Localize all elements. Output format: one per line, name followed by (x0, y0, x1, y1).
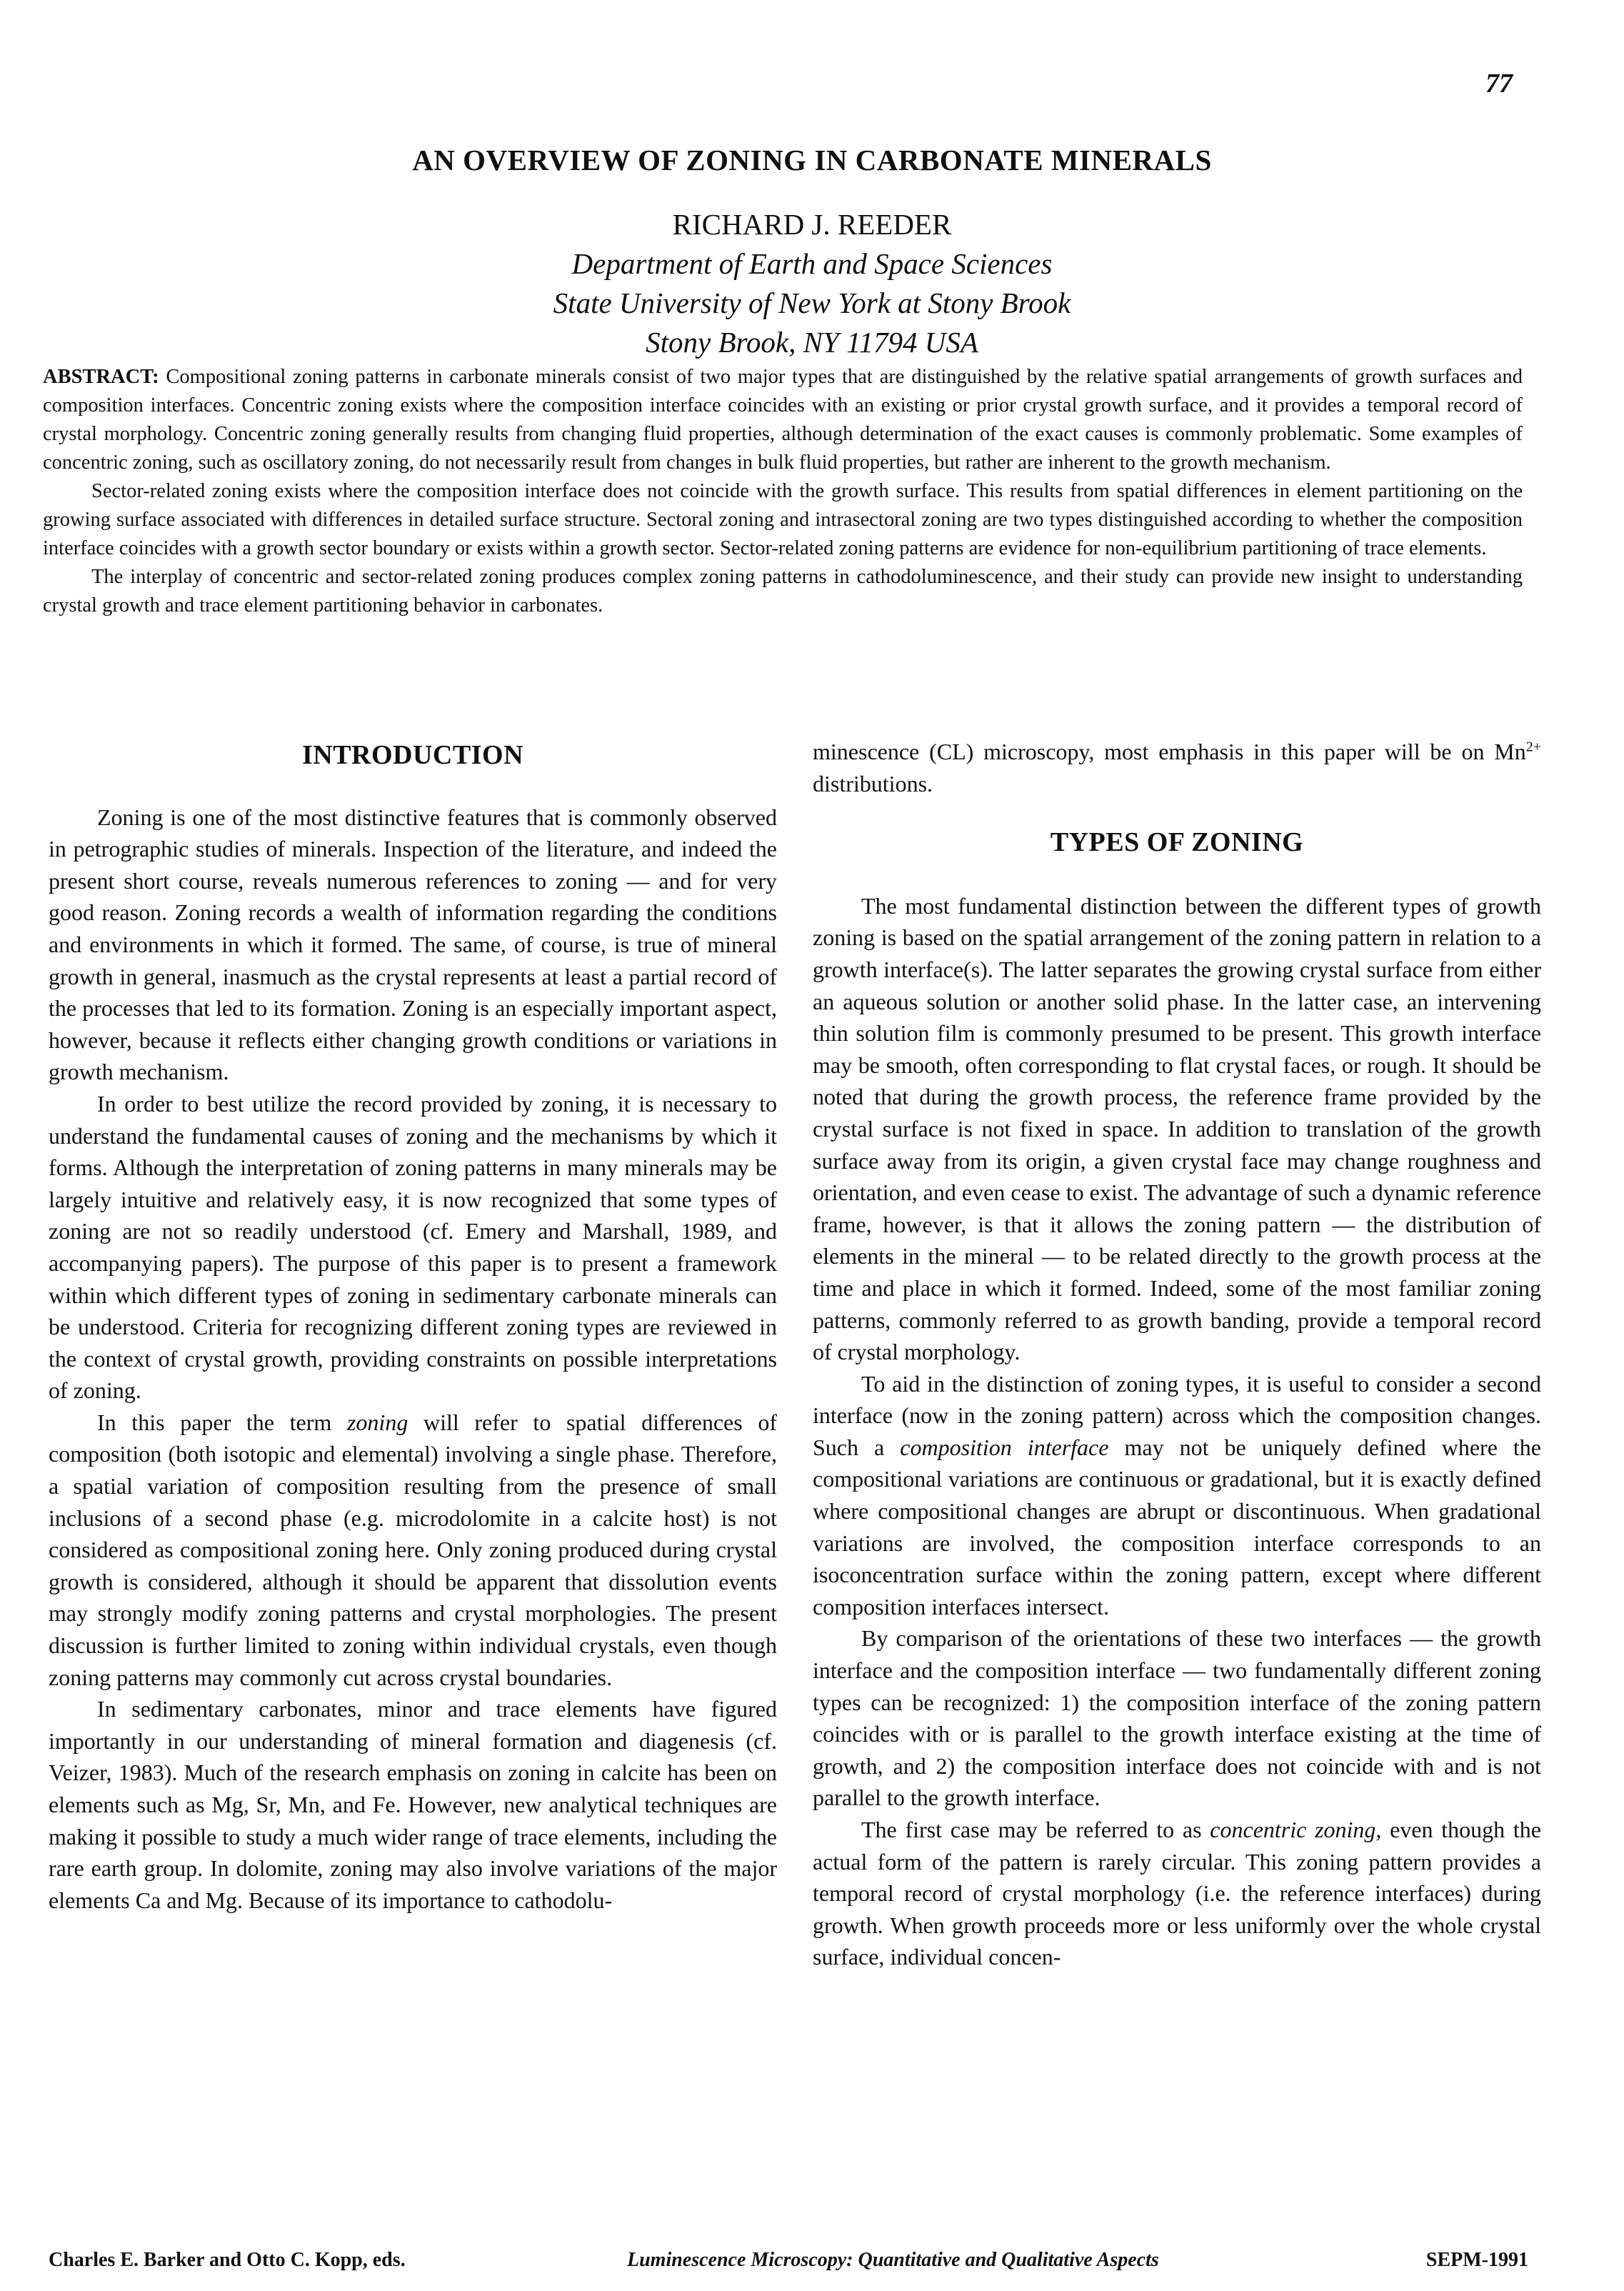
footer-editors: Charles E. Barker and Otto C. Kopp, eds. (49, 2249, 406, 2271)
body-paragraph (813, 1814, 1541, 1973)
text-run: The first case may be referred to as (861, 1817, 1211, 1842)
body-paragraph (49, 1407, 777, 1693)
text-run: even though the actual form of the pattern is rarely circular. This zoning pattern provides a temporal record of crystal morphology (i.e. the reference interfaces) during growth. When growth proceeds more or less uniformly over the whole crystal surface, individual concen- (813, 1817, 1542, 1970)
text-run: To aid in the distinction of zoning types, it is useful to consider a second interface (now in the zoning pattern) across which the composition changes. Such a (813, 1370, 1541, 1460)
abstract-paragraph: Sector-related zoning exists where the composition interface does not coincide with the growth surface. This results from spatial differences in element partitioning on the growing surface associated with differences in detailed surface structure. Sectoral zoning and intrasectoral zoning are two types distinguished according to whether the composition interface coincides with a growth sector boundary or exists within a growth sector. Sector-related zoning patterns are evidence for non-equilibrium partitioning of trace elements. (43, 480, 1523, 559)
footer-series: SEPM-1991 (1425, 2249, 1528, 2271)
text-run: minescence (CL) microscopy, most emphasis in this paper will be on Mn (813, 739, 1526, 764)
text-run: distributions. (813, 770, 933, 797)
abstract-paragraph: The interplay of concentric and sector-related zoning produces complex zoning patterns in cathodoluminescence, and their study can provide new insight to understanding crystal growth and trace element partitioning behavior in carbonates. (43, 566, 1523, 617)
affiliation-department: Department of Earth and Space Sciences (571, 247, 1053, 280)
right-column (813, 736, 1541, 1973)
abstract-label: ABSTRACT: (43, 366, 159, 388)
text-run: may not be uniquely defined where the compositional variations are continuous or gradational, but it is exactly defined where compositional changes are abrupt or discontinuous. When gradational variations are involved, the composition interface corresponds to an isoconcentration surface within the zoning pattern, except where different composition interfaces intersect. (813, 1434, 1542, 1619)
body-paragraph: By comparison of the orientations of these two interfaces — the growth interface and the composition interface — two fundamentally different zoning types can be recognized: 1) the composition interface of the zoning pattern coincides with or is parallel to the growth interface existing at the time of growth, and 2) the composition interface does not coincide with and is not parallel to the growth interface. (813, 1625, 1541, 1811)
text-run: will refer to spatial differences of composition (both isotopic and elemental) involving a single phase. Therefore, a spatial variation of composition resulting from the presence of small inclusions of a second phase (e.g. microdolomite in a calcite host) is not considered as compositional zoning here. Only zoning produced during crystal growth is considered, although it should be apparent that dissolution events may strongly modify zoning patterns and crystal morphologies. The present discussion is further limited to zoning within individual crystals, even though zoning patterns may commonly cut across crystal boundaries. (49, 1409, 778, 1690)
superscript: 2+ (1525, 739, 1541, 755)
footer-book-title: Luminescence Microscopy: Quantitative and Qualitative Aspects (627, 2249, 1159, 2271)
italic-term: composition interface (900, 1434, 1109, 1460)
page-number: 77 (1485, 69, 1513, 99)
body-paragraph: The most fundamental distinction between the different types of growth zoning is based on the spatial arrangement of the zoning pattern in relation to a growth interface(s). The latter separates the growing crystal surface from either an aqueous solution or another solid phase. In the latter case, an intervening thin solution film is commonly presumed to be present. This growth interface may be smooth, often corresponding to flat crystal faces, or rough. It should be noted that during the growth process, the reference frame provided by the crystal surface is not fixed in space. In addition to translation of the growth surface away from its origin, a given crystal face may change roughness and orientation, and even cease to exist. The advantage of such a dynamic reference frame, however, is that it allows the zoning pattern — the distribution of elements in the mineral — to be related directly to the growth process at the time and place in which it formed. Indeed, some of the most familiar zoning patterns, commonly referred to as growth banding, provide a temporal record of crystal morphology. (813, 892, 1541, 1365)
body-paragraph: Zoning is one of the most distinctive features that is commonly observed in petrographic studies of minerals. Inspection of the literature, and indeed the present short course, reveals numerous references to zoning — and for very good reason. Zoning records a wealth of information regarding the conditions and environments in which it formed. The same, of course, is true of mineral growth in general, inasmuch as the crystal represents at least a partial record of the processes that led to its formation. Zoning is an especially important aspect, however, because it reflects either changing growth conditions or variations in growth mechanism. (49, 804, 777, 1085)
section-heading-introduction: INTRODUCTION (301, 740, 524, 770)
italic-term: concentric zoning, (1210, 1817, 1382, 1842)
affiliation-university: State University of New York at Stony Brook (553, 286, 1071, 319)
body-paragraph: In order to best utilize the record provided by zoning, it is necessary to understand the fundamental causes of zoning and the mechanisms by which it forms. Although the interpretation of zoning patterns in many minerals may be largely intuitive and relatively easy, it is now recognized that some types of zoning are not so readily understood (cf. Emery and Marshall, 1989, and accompanying papers). The purpose of this paper is to present a framework within which different types of zoning in sedimentary carbonate minerals can be understood. Criteria for recognizing different zoning types are reviewed in the context of crystal growth, providing constraints on possible interpretations of zoning. (49, 1090, 777, 1404)
paper-title: AN OVERVIEW OF ZONING IN CARBONATE MINERALS (412, 144, 1212, 176)
left-column (49, 736, 777, 1916)
abstract-paragraph (43, 363, 1523, 477)
body-paragraph: In sedimentary carbonates, minor and trace elements have figured importantly in our understanding of mineral formation and diagenesis (cf. Veizer, 1983). Much of the research emphasis on zoning in calcite has been on elements such as Mg, Sr, Mn, and Fe. However, new analytical techniques are making it possible to study a much wider range of trace elements, including the rare earth group. In dolomite, zoning may also involve variations of the major elements Ca and Mg. Because of its importance to cathodolu- (49, 1696, 777, 1913)
body-paragraph (813, 736, 1541, 799)
author-name: RICHARD J. REEDER (672, 208, 952, 241)
affiliation-address: Stony Brook, NY 11794 USA (646, 326, 978, 359)
text-run: In this paper the term (97, 1409, 347, 1435)
body-paragraph (813, 1368, 1541, 1623)
abstract-text: Compositional zoning patterns in carbonate minerals consist of two major types that are distinguished by the relative spatial arrangements of growth surfaces and composition interfaces. Concentric zoning exists where the composition interface coincides with an existing or prior crystal growth surface, and it provides a temporal record of crystal morphology. Concentric zoning generally results from changing fluid properties, although determination of the exact causes is commonly problematic. Some examples of concentric zoning, such as oscillatory zoning, do not necessarily result from changes in bulk fluid properties, but rather are inherent to the growth mechanism. (43, 366, 1523, 474)
section-heading-types-of-zoning: TYPES OF ZONING (1050, 827, 1304, 858)
italic-term: zoning (346, 1409, 408, 1435)
abstract (43, 363, 1523, 620)
